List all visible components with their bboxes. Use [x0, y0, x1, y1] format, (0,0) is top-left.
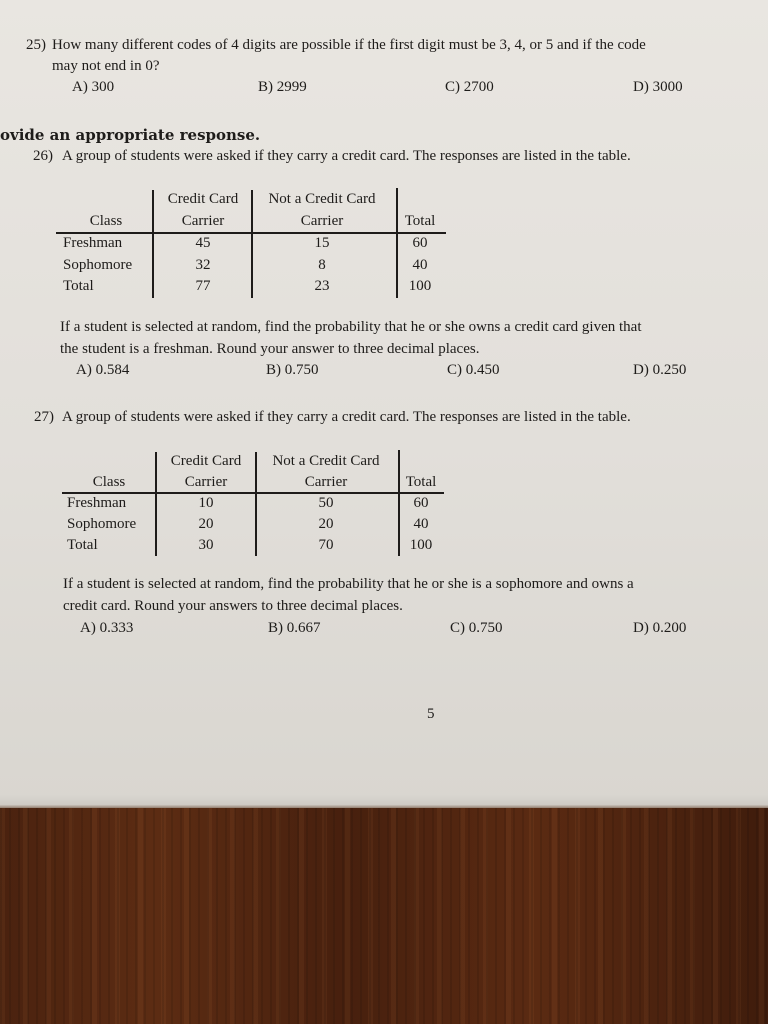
choice-b: B) 0.667 — [268, 620, 321, 636]
table-cell: 20 — [318, 516, 334, 532]
header-carrier: Carrier — [300, 213, 344, 229]
question-text-line1: How many different codes of 4 digits are possible if the first digit must be 3, 4, or 5 and if the code — [52, 37, 646, 53]
question-prompt: A group of students were asked if they carry a credit card. The responses are listed in the table. — [62, 409, 631, 425]
header-credit-card: Credit Card — [167, 191, 239, 207]
question-text-line2: may not end in 0? — [52, 58, 160, 74]
table-cell: 50 — [318, 495, 334, 511]
table-divider — [251, 190, 253, 298]
table-cell: 15 — [314, 235, 330, 251]
header-credit-card: Credit Card — [170, 453, 242, 469]
header-total: Total — [405, 474, 437, 490]
question-text-line1: If a student is selected at random, find the probability that he or she is a sophomore and owns a — [63, 576, 634, 592]
table-divider — [255, 452, 257, 556]
table-cell: 10 — [198, 495, 214, 511]
table-cell: 60 — [412, 235, 428, 251]
table-divider — [396, 188, 398, 298]
choice-d: D) 3000 — [633, 79, 683, 95]
table-cell: 8 — [318, 257, 326, 273]
table-divider — [398, 450, 400, 556]
table-divider — [155, 452, 157, 556]
choice-b: B) 0.750 — [266, 362, 319, 378]
choice-c: C) 0.450 — [447, 362, 500, 378]
table-cell: 23 — [314, 278, 330, 294]
header-not-credit-card: Not a Credit Card — [272, 453, 380, 469]
choice-b: B) 2999 — [258, 79, 307, 95]
choice-a: A) 0.333 — [80, 620, 134, 636]
table-cell: 32 — [195, 257, 211, 273]
question-number: 26) — [33, 148, 53, 164]
header-carrier: Carrier — [181, 213, 225, 229]
question-prompt: A group of students were asked if they carry a credit card. The responses are listed in the table. — [62, 148, 631, 164]
table-header-rule — [56, 232, 446, 234]
question-text-line2: the student is a freshman. Round your answer to three decimal places. — [60, 341, 480, 357]
choice-d: D) 0.200 — [633, 620, 687, 636]
row-label: Total — [67, 537, 98, 553]
table-cell: 77 — [195, 278, 211, 294]
row-label: Total — [63, 278, 94, 294]
table-header-rule — [62, 492, 444, 494]
table-cell: 70 — [318, 537, 334, 553]
wooden-table-surface — [0, 808, 768, 1024]
row-label: Freshman — [67, 495, 127, 511]
row-label: Freshman — [63, 235, 123, 251]
page-number: 5 — [427, 706, 435, 722]
table-divider — [152, 190, 154, 298]
table-cell: 100 — [408, 278, 432, 294]
choice-a: A) 300 — [72, 79, 115, 95]
row-label: Sophomore — [67, 516, 137, 532]
table-cell: 20 — [198, 516, 214, 532]
question-number: 25) — [26, 37, 46, 53]
table-cell: 45 — [195, 235, 211, 251]
header-not-credit-card: Not a Credit Card — [268, 191, 376, 207]
table-cell: 30 — [198, 537, 214, 553]
row-label: Sophomore — [63, 257, 133, 273]
table-cell: 60 — [413, 495, 429, 511]
question-number: 27) — [34, 409, 54, 425]
header-class: Class — [89, 213, 123, 229]
question-text-line2: credit card. Round your answers to three decimal places. — [63, 598, 403, 614]
section-heading: ovide an appropriate response. — [0, 126, 261, 144]
question-text-line1: If a student is selected at random, find the probability that he or she owns a credit card given that — [60, 319, 642, 335]
choice-c: C) 0.750 — [450, 620, 503, 636]
header-total: Total — [404, 213, 436, 229]
header-class: Class — [92, 474, 126, 490]
choice-d: D) 0.250 — [633, 362, 687, 378]
choice-c: C) 2700 — [445, 79, 494, 95]
table-cell: 100 — [409, 537, 433, 553]
table-cell: 40 — [412, 257, 428, 273]
header-carrier: Carrier — [184, 474, 228, 490]
table-cell: 40 — [413, 516, 429, 532]
choice-a: A) 0.584 — [76, 362, 130, 378]
header-carrier: Carrier — [304, 474, 348, 490]
